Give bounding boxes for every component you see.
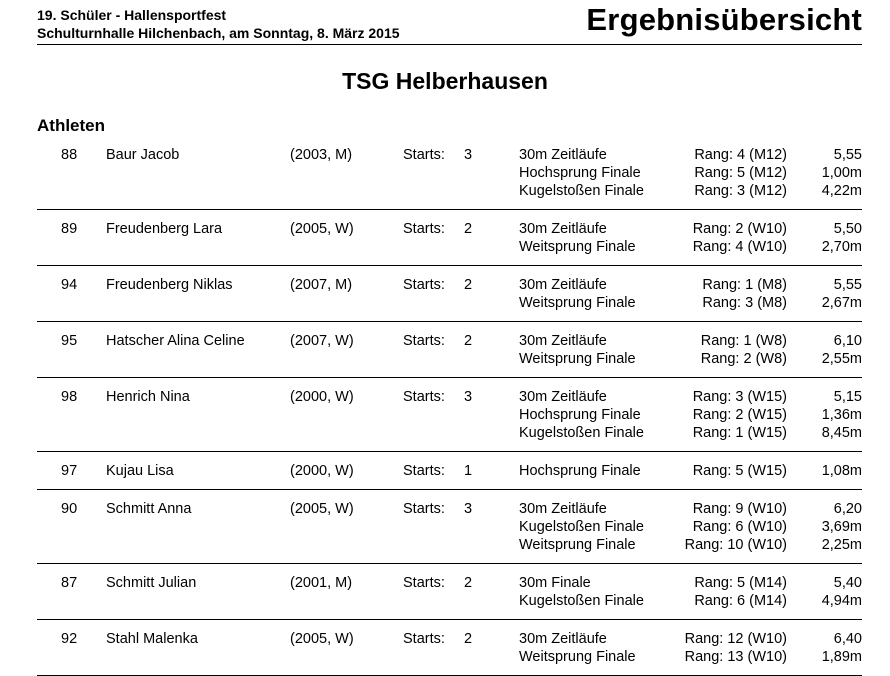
- event-result: 1,00m: [821, 165, 862, 181]
- event-rank: Rang: 6 (W10): [692, 519, 787, 535]
- event-result: 2,70m: [821, 239, 862, 255]
- athlete-birth-gender: (2001, M): [290, 575, 353, 591]
- athlete-number: 98: [61, 389, 78, 405]
- event-result-row: [37, 165, 862, 183]
- event-rank: Rang: 10 (W10): [684, 537, 787, 553]
- athlete-row: [37, 220, 862, 266]
- athlete-birth-gender: (2005, W): [290, 221, 354, 237]
- event-venue-date: Schulturnhalle Hilchenbach, am Sonntag, 8. März 2015: [37, 25, 400, 41]
- athlete-row: [37, 388, 862, 452]
- event-name: Kugelstoßen Finale: [519, 425, 644, 441]
- athlete-birth-gender: (2000, W): [290, 389, 354, 405]
- event-name: Kugelstoßen Finale: [519, 593, 644, 609]
- event-rank: Rang: 3 (W15): [692, 389, 787, 405]
- athlete-row: [37, 332, 862, 378]
- event-rank: Rang: 13 (W10): [684, 649, 787, 665]
- event-rank: Rang: 2 (W10): [692, 221, 787, 237]
- event-result: 1,08m: [821, 463, 862, 479]
- athlete-row: [37, 146, 862, 210]
- event-name: Hochsprung Finale: [519, 165, 641, 181]
- club-name: TSG Helberhausen: [342, 68, 548, 94]
- athlete-starts-count: 3: [464, 389, 473, 405]
- athlete-row: [37, 462, 862, 490]
- event-result: 2,55m: [821, 351, 862, 367]
- athlete-starts-count: 2: [464, 277, 473, 293]
- athlete-name: Schmitt Anna: [106, 501, 192, 517]
- event-name: Weitsprung Finale: [519, 649, 636, 665]
- event-result-row: [37, 519, 862, 537]
- starts-label: Starts:: [403, 631, 445, 647]
- athlete-starts-count: 2: [464, 631, 473, 647]
- athlete-row: [37, 574, 862, 620]
- athlete-number: 95: [61, 333, 78, 349]
- athlete-name: Schmitt Julian: [106, 575, 197, 591]
- event-name: 30m Zeitläufe: [519, 631, 607, 647]
- athlete-birth-gender: (2005, W): [290, 501, 354, 517]
- event-result-row: [37, 425, 862, 443]
- event-name: Weitsprung Finale: [519, 239, 636, 255]
- event-result-row: [37, 183, 862, 201]
- event-name: Weitsprung Finale: [519, 537, 636, 553]
- event-rank: Rang: 3 (M8): [702, 295, 787, 311]
- event-result-row: [37, 593, 862, 611]
- athlete-number: 87: [61, 575, 78, 591]
- event-result-row: [37, 631, 862, 649]
- event-name: 30m Zeitläufe: [519, 277, 607, 293]
- athlete-name: Hatscher Alina Celine: [106, 333, 245, 349]
- event-result-row: [37, 221, 862, 239]
- event-result-row: [37, 501, 862, 519]
- event-result: 5,50: [833, 221, 862, 237]
- event-name: Kugelstoßen Finale: [519, 183, 644, 199]
- athlete-name: Kujau Lisa: [106, 463, 174, 479]
- athlete-birth-gender: (2000, W): [290, 463, 354, 479]
- starts-label: Starts:: [403, 147, 445, 163]
- athlete-starts-count: 1: [464, 463, 473, 479]
- athlete-starts-count: 2: [464, 575, 473, 591]
- event-name: 30m Zeitläufe: [519, 333, 607, 349]
- event-result: 1,89m: [821, 649, 862, 665]
- event-rank: Rang: 4 (W10): [692, 239, 787, 255]
- starts-label: Starts:: [403, 389, 445, 405]
- event-result: 4,94m: [821, 593, 862, 609]
- event-rank: Rang: 4 (M12): [694, 147, 787, 163]
- athlete-birth-gender: (2007, W): [290, 333, 354, 349]
- event-result-row: [37, 575, 862, 593]
- starts-label: Starts:: [403, 463, 445, 479]
- event-name: 30m Zeitläufe: [519, 147, 607, 163]
- event-result: 1,36m: [821, 407, 862, 423]
- event-name: 19. Schüler - Hallensportfest: [37, 7, 227, 23]
- athlete-row: [37, 630, 862, 676]
- event-result-row: [37, 649, 862, 667]
- event-result-row: [37, 239, 862, 257]
- event-result-row: [37, 277, 862, 295]
- starts-label: Starts:: [403, 575, 445, 591]
- athlete-birth-gender: (2007, M): [290, 277, 353, 293]
- event-result: 5,40: [833, 575, 862, 591]
- event-result: 2,67m: [821, 295, 862, 311]
- event-name: Kugelstoßen Finale: [519, 519, 644, 535]
- athlete-list: [37, 146, 862, 676]
- athlete-name: Freudenberg Niklas: [106, 277, 233, 293]
- event-result-row: [37, 407, 862, 425]
- athlete-name: Freudenberg Lara: [106, 221, 223, 237]
- report-title: Ergebnisübersicht: [586, 2, 862, 37]
- event-result: 5,15: [833, 389, 862, 405]
- event-rank: Rang: 5 (W15): [692, 463, 787, 479]
- athlete-number: 88: [61, 147, 78, 163]
- event-rank: Rang: 1 (M8): [702, 277, 787, 293]
- event-result: 6,40: [833, 631, 862, 647]
- event-rank: Rang: 6 (M14): [694, 593, 787, 609]
- event-rank: Rang: 9 (W10): [692, 501, 787, 517]
- event-result: 3,69m: [821, 519, 862, 535]
- event-result-row: [37, 463, 862, 481]
- starts-label: Starts:: [403, 501, 445, 517]
- event-rank: Rang: 5 (M12): [694, 165, 787, 181]
- event-result-row: [37, 147, 862, 165]
- event-name: 30m Finale: [519, 575, 591, 591]
- athlete-row: [37, 276, 862, 322]
- event-rank: Rang: 3 (M12): [694, 183, 787, 199]
- athlete-number: 92: [61, 631, 78, 647]
- event-name: Weitsprung Finale: [519, 351, 636, 367]
- starts-label: Starts:: [403, 333, 445, 349]
- event-rank: Rang: 5 (M14): [694, 575, 787, 591]
- event-name: 30m Zeitläufe: [519, 389, 607, 405]
- event-rank: Rang: 2 (W15): [692, 407, 787, 423]
- event-name: Hochsprung Finale: [519, 407, 641, 423]
- event-name: Hochsprung Finale: [519, 463, 641, 479]
- header-divider: [37, 44, 862, 45]
- event-rank: Rang: 12 (W10): [684, 631, 787, 647]
- athlete-row: [37, 500, 862, 564]
- starts-label: Starts:: [403, 221, 445, 237]
- event-name: 30m Zeitläufe: [519, 221, 607, 237]
- athlete-starts-count: 3: [464, 501, 473, 517]
- event-rank: Rang: 1 (W15): [692, 425, 787, 441]
- event-result-row: [37, 389, 862, 407]
- athlete-name: Stahl Malenka: [106, 631, 198, 647]
- athlete-number: 89: [61, 221, 78, 237]
- athlete-starts-count: 2: [464, 333, 473, 349]
- report-header: [37, 6, 400, 42]
- athlete-number: 94: [61, 277, 78, 293]
- event-result-row: [37, 333, 862, 351]
- athlete-starts-count: 3: [464, 147, 473, 163]
- athlete-starts-count: 2: [464, 221, 473, 237]
- event-result: 6,20: [833, 501, 862, 517]
- event-name: 30m Zeitläufe: [519, 501, 607, 517]
- event-result: 6,10: [833, 333, 862, 349]
- event-result: 2,25m: [821, 537, 862, 553]
- athlete-birth-gender: (2005, W): [290, 631, 354, 647]
- event-result: 5,55: [833, 147, 862, 163]
- athlete-name: Baur Jacob: [106, 147, 180, 163]
- athlete-number: 90: [61, 501, 78, 517]
- event-result-row: [37, 351, 862, 369]
- event-rank: Rang: 1 (W8): [700, 333, 787, 349]
- section-title: Athleten: [37, 116, 105, 135]
- event-name: Weitsprung Finale: [519, 295, 636, 311]
- athlete-number: 97: [61, 463, 78, 479]
- starts-label: Starts:: [403, 277, 445, 293]
- athlete-birth-gender: (2003, M): [290, 147, 353, 163]
- athlete-name: Henrich Nina: [106, 389, 190, 405]
- event-result: 8,45m: [821, 425, 862, 441]
- event-result-row: [37, 295, 862, 313]
- event-rank: Rang: 2 (W8): [700, 351, 787, 367]
- event-result-row: [37, 537, 862, 555]
- event-result: 4,22m: [821, 183, 862, 199]
- event-result: 5,55: [833, 277, 862, 293]
